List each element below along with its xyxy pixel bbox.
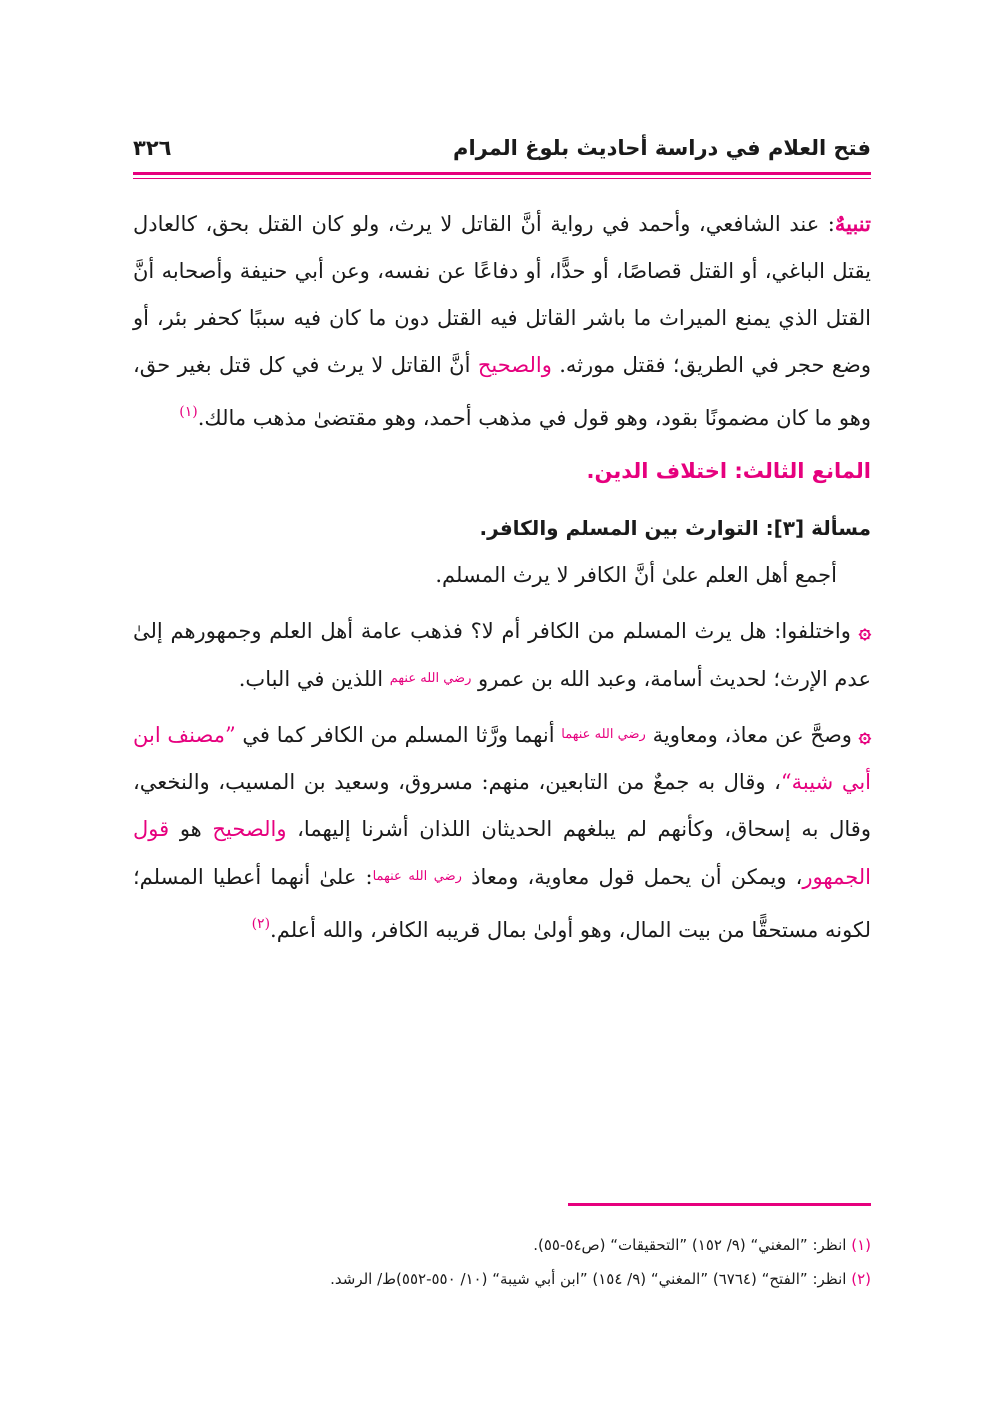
para2-text-1: وصحَّ عن معاذ، ومعاوية: [645, 723, 859, 747]
para1-text-1: واختلفوا: هل يرث المسلم من الكافر أم لا؟ فذهب عامة أهل العلم وجمهورهم إلىٰ عدم الإرث؛ لحديث أسامة، وعبد الله بن عمرو: [133, 619, 871, 691]
sahih-term: والصحيح: [212, 817, 287, 841]
sahih-term: والصحيح: [477, 353, 552, 377]
footnote-2: [133, 1262, 871, 1296]
musannaf-quote: ”مصنف ابن أبي شيبة“: [133, 723, 871, 794]
footnote-ref-2[interactable]: (٢): [251, 916, 271, 932]
honorific-glyph: رضي الله عنهما: [561, 727, 646, 742]
jumhur-term: قول الجمهور: [133, 817, 871, 889]
main-text: [133, 200, 871, 954]
ijma-statement: أجمع أهل العلم علىٰ أنَّ الكافر لا يرث المسلم.: [435, 563, 837, 587]
para2-text-2: أنهما ورَّثا المسلم من الكافر كما في: [235, 723, 562, 747]
book-title: فتح العلام في دراسة أحاديث بلوغ المرام: [453, 136, 871, 160]
header-rule-thick: [133, 172, 871, 175]
para1-text-2: اللذين في الباب.: [238, 667, 390, 691]
flower-ornament-icon: ۞: [858, 722, 871, 747]
para2-text-5: ، ويمكن أن يحمل قول معاوية، ومعاذ: [461, 865, 803, 889]
tanbih-text-1: : عند الشافعي، وأحمد في رواية أنَّ القاتل لا يرث، ولو كان القتل بحق، كالعادل يقتل الباغي، أو القتل قصاصًا، أو حدًّا، أو دفاعًا عن نفسه، وعن أبي حنيفة وأصحابه أنَّ القتل الذي يمنع الميراث ما باشر القاتل فيه القتل دون ما كان فيه سببًا كحفر بئر، أو وضع حجر في الطريق؛ فقتل مورثه.: [133, 212, 871, 377]
flower-ornament-icon: ۞: [858, 618, 871, 643]
running-header: [133, 128, 871, 168]
footnote-ref-1[interactable]: (١): [179, 404, 198, 420]
masala-heading: [133, 505, 871, 552]
para2-text-3: ، وقال به جمعٌ من التابعين، منهم: مسروق، وسعيد بن المسيب، والنخعي، وقال به إسحاق، وكأنهم لم يبلغهم الحديثان اللذان أشرنا إليهما،: [133, 770, 871, 841]
header-rule-thin: [133, 178, 871, 179]
tanbih-text-2: أنَّ القاتل لا يرث في كل قتل بغير حق، وهو ما كان مضمونًا بقود، وهو قول في مذهب أحمد، وهو مقتضىٰ مذهب مالك.: [133, 353, 871, 430]
footnote-text: انظر: ”المغني“ (٩/ ١٥٢) ”التحقيقات“ (ص٥٤-٥٥).: [533, 1236, 847, 1254]
footnote-separator: [568, 1203, 871, 1206]
tanbih-label: تنبيهٌ: [834, 211, 871, 236]
honorific-glyph: رضي الله عنهم: [389, 671, 472, 686]
section-title: المانع الثالث: اختلاف الدين.: [586, 459, 871, 483]
tanbih-paragraph: [133, 200, 871, 442]
footnotes: [133, 1228, 871, 1296]
para2-text-6: : علىٰ أنهما أعطيا المسلم؛ لكونه مستحقًّا من بيت المال، وهو أولىٰ بمال قريبه الكافر، والله أعلم.: [133, 865, 871, 942]
page-number: ٣٢٦: [133, 136, 172, 160]
masala-title: التوارث بين المسلم والكافر.: [479, 516, 766, 540]
footnote-number: (١): [851, 1236, 871, 1254]
masala-label: مسألة [٣]:: [765, 516, 871, 540]
ikhtilaf-paragraph: [133, 607, 871, 703]
footnote-1: [133, 1228, 871, 1262]
footnote-text: انظر: ”الفتح“ (٦٧٦٤) ”المغني“ (٩/ ١٥٤) ”ابن أبي شيبة“ (١٠/ ٥٥٠-٥٥٢)ط/ الرشد.: [330, 1270, 847, 1288]
honorific-glyph: رضي الله عنهما: [372, 869, 462, 884]
para2-text-4: هو: [169, 817, 213, 841]
footnote-number: (٢): [851, 1270, 871, 1288]
muadh-paragraph: [133, 711, 871, 954]
